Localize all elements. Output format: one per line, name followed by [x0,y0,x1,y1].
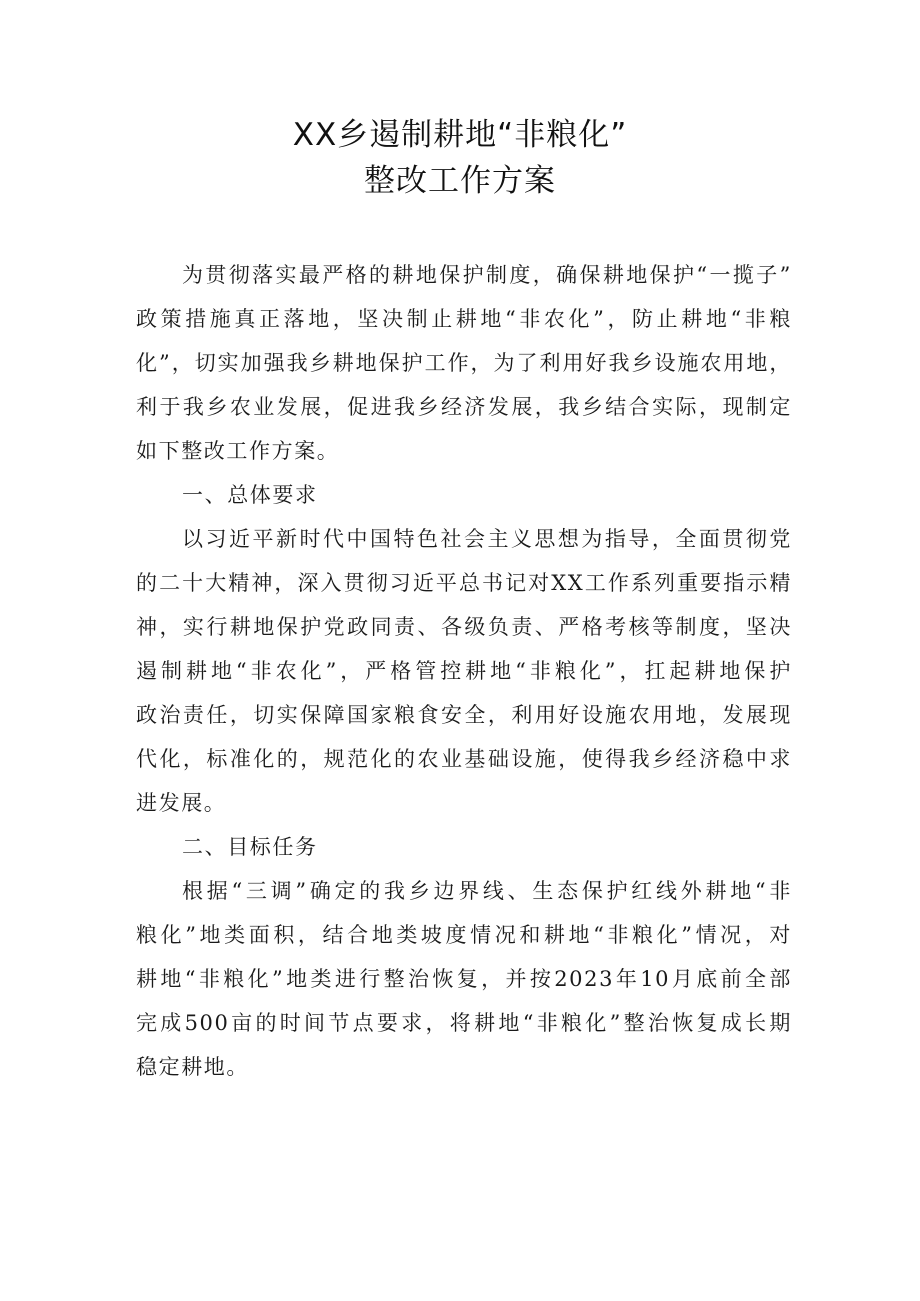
intro-line: 政策措施真正落地，坚决制止耕地“非农化”，防止耕地“非粮 [136,307,792,331]
title-line-2: 整改工作方案 [364,163,556,199]
section1-line: 政治责任，切实保障国家粮食安全，利用好设施农用地，发展现 [136,703,792,727]
section1-line: 代化，标准化的，规范化的农业基础设施，使得我乡经济稳中求 [136,747,792,771]
intro-line: 化”，切实加强我乡耕地保护工作，为了利用好我乡设施农用地， [136,351,792,375]
section1-line: 神，实行耕地保护党政同责、各级负责、严格考核等制度，坚决 [136,615,792,639]
section2-line: 粮化”地类面积，结合地类坡度情况和耕地“非粮化”情况，对 [136,923,792,947]
intro-line: 利于我乡农业发展，促进我乡经济发展，我乡结合实际，现制定 [136,395,792,419]
section2-line: 耕地“非粮化”地类进行整治恢复，并按2023年10月底前全部 [136,967,792,991]
section2-line: 根据“三调”确定的我乡边界线、生态保护红线外耕地“非 [182,879,792,903]
document-body [136,253,792,1089]
section2-line: 稳定耕地。 [136,1055,249,1079]
section1-line: 遏制耕地“非农化”，严格管控耕地“非粮化”，扛起耕地保护 [136,659,792,683]
title-line-1: XX乡遏制耕地“非粮化” [292,117,628,153]
section1-line: 进发展。 [136,791,227,815]
intro-line: 为贯彻落实最严格的耕地保护制度，确保耕地保护“一揽子” [182,263,792,287]
section1-line: 以习近平新时代中国特色社会主义思想为指导，全面贯彻党 [182,527,792,551]
section-heading-overall-requirements: 一、总体要求 [182,483,318,507]
document-title [0,112,920,204]
intro-line: 如下整改工作方案。 [136,439,340,463]
section2-line: 完成500亩的时间节点要求，将耕地“非粮化”整治恢复成长期 [136,1011,792,1035]
section1-line: 的二十大精神，深入贯彻习近平总书记对XX工作系列重要指示精 [136,571,792,595]
section-heading-goals-tasks: 二、目标任务 [182,835,318,859]
